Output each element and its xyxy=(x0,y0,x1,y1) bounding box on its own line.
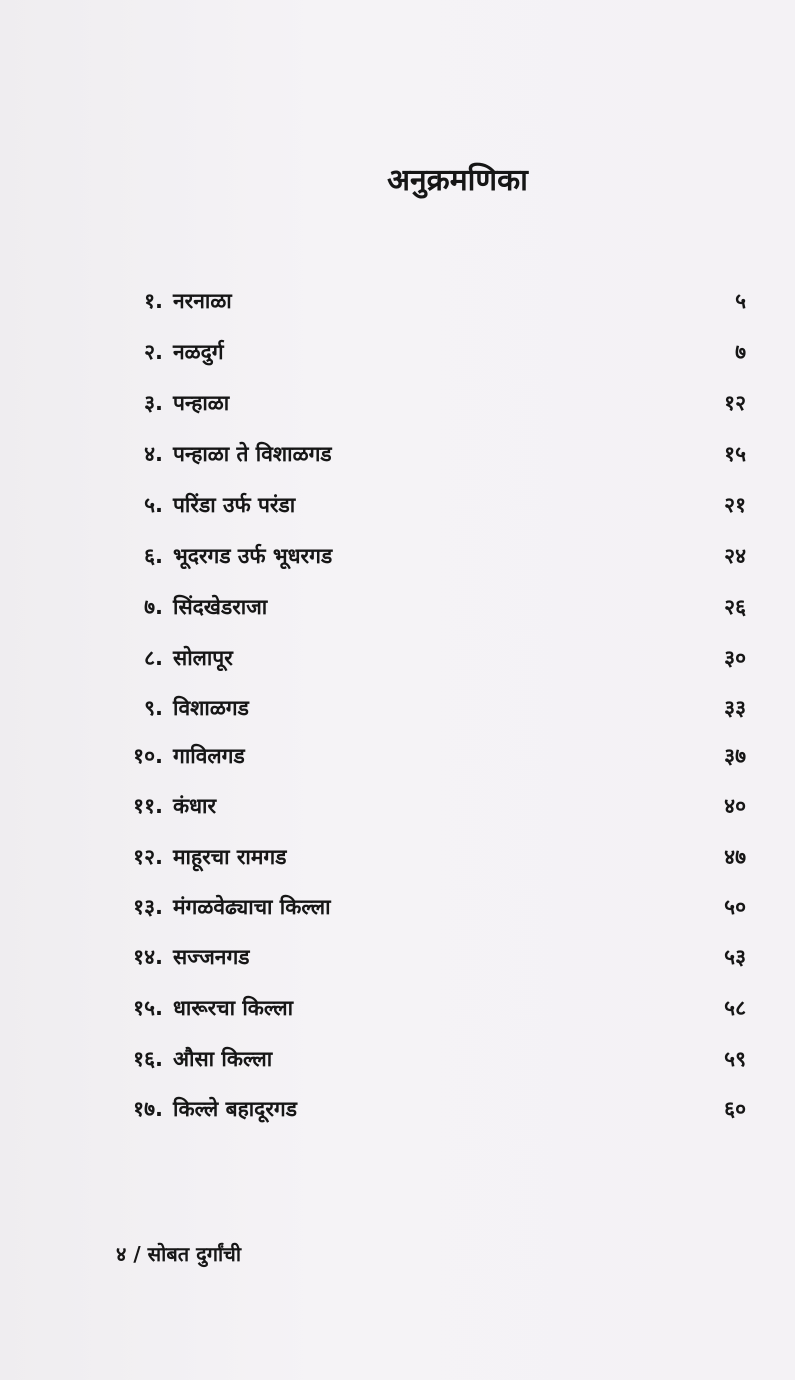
toc-entry xyxy=(0,1095,795,1135)
entry-title: पन्हाळा xyxy=(173,391,230,415)
entry-title: सोलापूर xyxy=(173,646,233,670)
entry-number: १६. xyxy=(133,1047,163,1071)
entry-page: ४७ xyxy=(724,845,746,869)
entry-title: पन्हाळा ते विशाळगड xyxy=(173,442,332,466)
entry-number: १०. xyxy=(133,744,163,768)
entry-title: माहूरचा रामगड xyxy=(173,845,287,869)
toc-entry xyxy=(0,994,795,1034)
entry-number: १७. xyxy=(133,1097,163,1121)
entry-title: नळदुर्ग xyxy=(173,340,224,364)
entry-page: ७ xyxy=(735,340,746,364)
entry-title: सिंदखेडराजा xyxy=(173,595,268,619)
entry-number: ९. xyxy=(144,696,163,720)
entry-number: १३. xyxy=(133,895,163,919)
toc-entry xyxy=(0,1045,795,1085)
entry-number: १. xyxy=(144,289,163,313)
toc-entry xyxy=(0,742,795,782)
toc-entry xyxy=(0,440,795,480)
entry-title: गाविलगड xyxy=(173,744,245,768)
entry-number: ५. xyxy=(144,493,163,517)
entry-page: १२ xyxy=(724,391,746,415)
entry-page: १५ xyxy=(724,442,746,466)
entry-number: ६. xyxy=(144,544,163,568)
entry-title: नरनाळा xyxy=(173,289,232,313)
entry-title: कंधार xyxy=(173,794,217,818)
entry-number: १५. xyxy=(133,996,163,1020)
entry-title: विशाळगड xyxy=(173,696,249,720)
toc-entry xyxy=(0,694,795,734)
entry-number: २. xyxy=(144,340,163,364)
entry-title: भूदरगड उर्फ भूधरगड xyxy=(173,544,333,568)
entry-page: ३३ xyxy=(724,696,746,720)
entry-title: किल्ले बहादूरगड xyxy=(173,1097,297,1121)
entry-number: ८. xyxy=(144,646,163,670)
entry-page: २४ xyxy=(724,544,746,568)
toc-entry xyxy=(0,287,795,327)
entry-number: ४. xyxy=(144,442,163,466)
entry-page: ५ xyxy=(735,289,746,313)
entry-page: २६ xyxy=(724,595,746,619)
entry-page: ५० xyxy=(724,895,746,919)
entry-number: ३. xyxy=(144,391,163,415)
entry-page: ५३ xyxy=(724,945,746,969)
entry-number: १२. xyxy=(133,845,163,869)
entry-number: ७. xyxy=(144,595,163,619)
page-footer: ४ / सोबत दुर्गांची xyxy=(116,1242,242,1266)
entry-title: धारूरचा किल्ला xyxy=(173,996,294,1020)
toc-entry xyxy=(0,893,795,933)
entry-number: ११. xyxy=(133,794,163,818)
entry-number: १४. xyxy=(133,945,163,969)
entry-page: ३७ xyxy=(724,744,746,768)
toc-entry xyxy=(0,593,795,633)
entry-page: ३० xyxy=(724,646,746,670)
entry-title: मंगळवेढ्याचा किल्ला xyxy=(173,895,331,919)
toc-entry xyxy=(0,338,795,378)
toc-entry xyxy=(0,843,795,883)
toc-entry xyxy=(0,389,795,429)
page-title: अनुक्रमणिका xyxy=(387,163,528,198)
toc-entry xyxy=(0,644,795,684)
toc-entry xyxy=(0,943,795,983)
entry-page: ५८ xyxy=(724,996,746,1020)
entry-title: परिंडा उर्फ परंडा xyxy=(173,493,296,517)
entry-title: औसा किल्ला xyxy=(173,1047,273,1071)
toc-entry xyxy=(0,491,795,531)
entry-page: ४० xyxy=(724,794,746,818)
toc-entry xyxy=(0,792,795,832)
entry-page: ५९ xyxy=(724,1047,746,1071)
entry-title: सज्जनगड xyxy=(173,945,250,969)
entry-page: २१ xyxy=(724,493,746,517)
entry-page: ६० xyxy=(724,1097,746,1121)
toc-entry xyxy=(0,542,795,582)
